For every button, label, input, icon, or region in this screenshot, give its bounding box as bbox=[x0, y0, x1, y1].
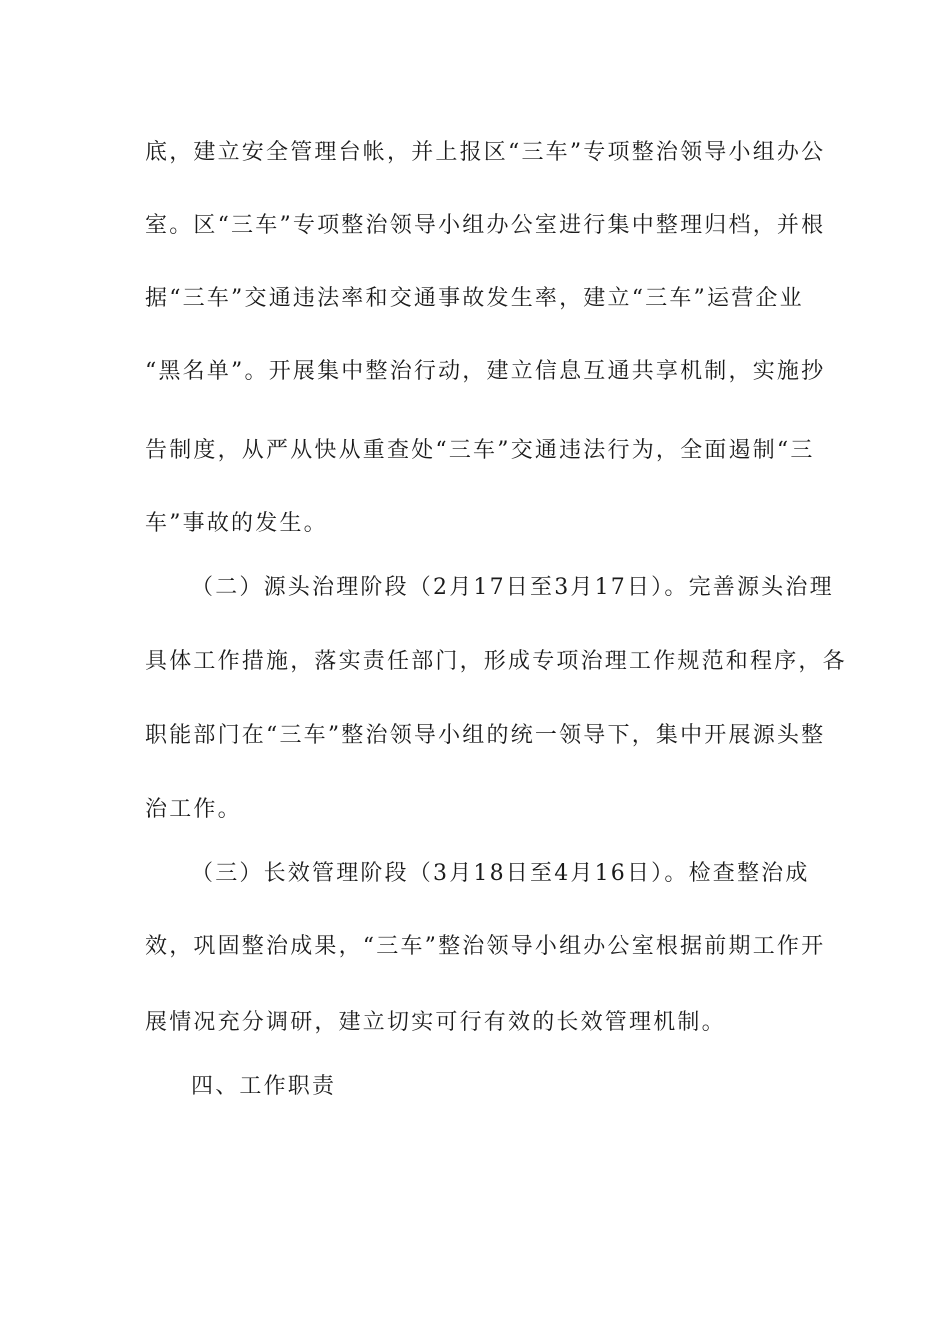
body-text-line: 职能部门在“三车”整治领导小组的统一领导下，集中开展源头整 bbox=[145, 723, 826, 748]
body-text-line: 据“三车”交通违法率和交通事故发生率，建立“三车”运营企业 bbox=[145, 286, 804, 311]
body-text-line: “黑名单”。开展集中整治行动，建立信息互通共享机制，实施抄 bbox=[145, 359, 826, 384]
body-text-line: 具体工作措施，落实责任部门，形成专项治理工作规范和程序，各 bbox=[145, 649, 847, 674]
body-text-line: 展情况充分调研，建立切实可行有效的长效管理机制。 bbox=[145, 1010, 726, 1035]
body-text-line: 效，巩固整治成果，“三车”整治领导小组办公室根据前期工作开 bbox=[145, 934, 826, 959]
section-three-heading-line: （三）长效管理阶段（3月18日至4月16日）。检查整治成 bbox=[191, 861, 810, 886]
body-text-line: 室。区“三车”专项整治领导小组办公室进行集中整理归档，并根 bbox=[145, 213, 826, 238]
body-text-line: 治工作。 bbox=[145, 797, 242, 822]
body-text-line: 车”事故的发生。 bbox=[145, 511, 328, 536]
body-text-line: 告制度，从严从快从重查处“三车”交通违法行为，全面遏制“三 bbox=[145, 438, 815, 463]
section-two-heading-line: （二）源头治理阶段（2月17日至3月17日）。完善源头治理 bbox=[191, 575, 834, 600]
body-text-line: 底，建立安全管理台帐，并上报区“三车”专项整治领导小组办公 bbox=[145, 140, 826, 165]
section-four-heading: 四、工作职责 bbox=[191, 1074, 337, 1099]
